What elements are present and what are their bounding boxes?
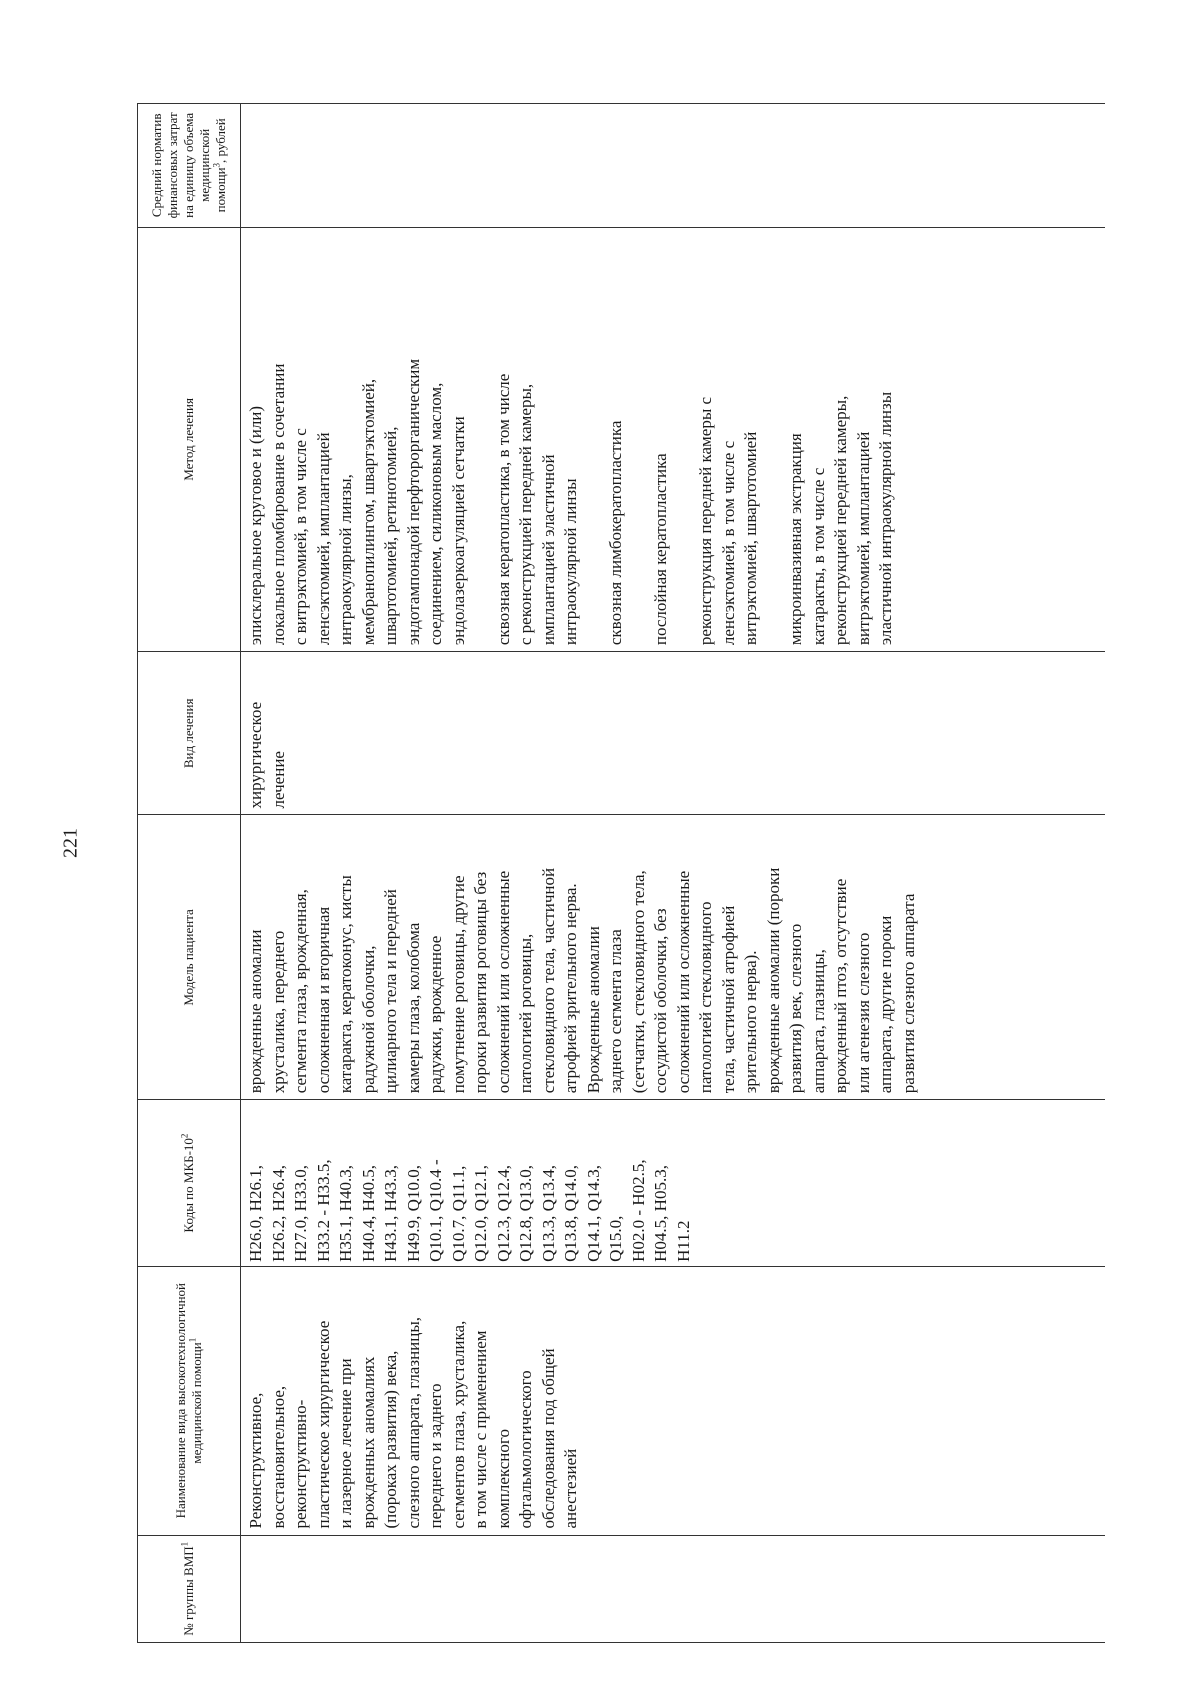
header-patient-model: Модель пациента — [138, 815, 241, 1100]
patient-model-line: катаракта, кератоконус, кисты — [336, 875, 355, 1094]
treatment-method-line: эндотампонадой перфторорганическим — [403, 358, 423, 646]
patient-model-line: сегмента глаза, врожденная, — [291, 889, 310, 1094]
cell-treatment-type — [241, 652, 1106, 815]
patient-model-line: зрительного нерва). — [741, 950, 760, 1094]
icd-code-line: H35.1, H40.3, — [336, 1165, 355, 1262]
page-number: 221 — [59, 828, 82, 858]
method-gap — [583, 234, 606, 646]
vmp-name-line: восстановительное, — [268, 1385, 288, 1529]
header-group-no: № группы ВМП$^1$ — [138, 1535, 241, 1642]
patient-model-line: камеры глаза, колобома — [403, 922, 423, 1094]
treatment-method-line: имплантацией эластичной — [538, 454, 558, 646]
header-icd-codes: Коды по МКБ-$10^2$ — [138, 1100, 241, 1267]
patient-model-line: осложнений или осложненные — [493, 870, 513, 1094]
vmp-name-line: слезного аппарата, глазницы, — [403, 1316, 423, 1529]
icd-code-line: Q13.3, Q13.4, — [538, 1165, 558, 1262]
vmp-name-line: Реконструктивное, — [246, 1392, 265, 1529]
icd-code-line: Q12.0, Q12.1, — [471, 1165, 490, 1262]
icd-code-line: H26.0, H26.1, — [246, 1165, 265, 1262]
vmp-name-line: реконструктивно- — [291, 1399, 310, 1529]
treatment-method-line: мембранопилингом, швартэктомией, — [358, 378, 378, 646]
method-gap — [673, 234, 696, 646]
treatment-method-line: эндолазеркоагуляцией сетчатки — [448, 416, 468, 646]
patient-model-line: заднего сегмента глаза — [606, 929, 625, 1094]
patient-model-line: развития слезного аппарата — [898, 893, 918, 1094]
method-gap — [763, 234, 786, 646]
icd-code-line: H11.2 — [673, 1220, 693, 1262]
vmp-name-line: (пороках развития) века, — [381, 1350, 400, 1529]
table-row — [241, 104, 1106, 1643]
icd-code-line: Q13.8, Q14.0, — [561, 1165, 580, 1262]
treatment-method-line: ленсэктомией, в том числе с — [718, 440, 738, 646]
treatment-method-line: соединением, силиконовым маслом, — [426, 382, 445, 646]
icd-code-line: H04.5, H05.3, — [651, 1165, 670, 1262]
icd-code-line: Q14.1, Q14.3, — [583, 1165, 603, 1262]
vmp-name-line: обследования под общей — [538, 1348, 558, 1529]
icd-code-line: Q10.1, Q10.4 - — [426, 1159, 445, 1262]
patient-model-line: патологией стекловидного — [696, 901, 715, 1094]
treatment-method-line: сквозная лимбокератопластика — [606, 420, 625, 646]
icd-code-line: H40.4, H40.5, — [358, 1165, 378, 1262]
patient-model-line: цилиарного тела и передней — [381, 889, 400, 1094]
cell-patient-model — [241, 815, 1106, 1100]
cell-vmp-name — [241, 1266, 1106, 1535]
patient-model-line: осложнений или осложненные — [673, 870, 693, 1094]
cell-group-no — [241, 1535, 1106, 1642]
icd-code-line: H26.2, H26.4, — [268, 1165, 288, 1262]
treatment-method-line: с реконструкцией передней камеры, — [516, 383, 535, 646]
patient-model-line: атрофией зрительного нерва. — [561, 883, 580, 1094]
patient-model-line: аппарата, другие пороки — [876, 915, 895, 1094]
header-vmp-name: Наименование вида высокотехнологичной медицинской помощи$^1$ — [138, 1266, 241, 1535]
icd-code-line: H49.9, Q10.0, — [403, 1165, 423, 1262]
treatment-method-line: швартотомией, ретинотомией, — [381, 426, 400, 646]
patient-model-line: помутнение роговицы, другие — [448, 875, 468, 1094]
treatment-method-line: интраокулярной линзы, — [336, 474, 355, 646]
vmp-name-line: врожденных аномалиях — [358, 1356, 378, 1529]
rotated-page — [10, 63, 1120, 1663]
patient-model-line: патологией роговицы, — [516, 933, 535, 1094]
method-gap — [628, 234, 651, 646]
cell-treatment-method — [241, 227, 1106, 652]
treatment-method-line: микроинвазивная экстракция — [786, 433, 805, 646]
vmp-name-line: переднего и заднего — [426, 1383, 445, 1529]
patient-model-line: Врожденные аномалии — [583, 926, 603, 1094]
patient-model-line: радужки, врожденное — [426, 935, 445, 1094]
patient-model-line: или агенезия слезного — [853, 932, 873, 1094]
cell-avg-cost — [241, 104, 1106, 228]
treatment-method-line: ленсэктомией, имплантацией — [313, 432, 333, 646]
icd-code-line: H43.1, H43.3, — [381, 1165, 400, 1262]
icd-code-line: Q15.0, — [606, 1215, 625, 1262]
treatment-method-line: витрэктомией, имплантацией — [853, 431, 873, 646]
treatment-method-line: локальное пломбирование в сочетании — [268, 363, 288, 646]
treatment-method-line: эписклеральное круговое и (или) — [246, 405, 265, 646]
treatment-type-line: лечение — [268, 751, 288, 809]
header-treatment-method: Метод лечения — [138, 227, 241, 652]
treatment-method-line: витрэктомией, швартотомией — [741, 431, 760, 646]
patient-model-line: врожденные аномалии — [246, 929, 265, 1094]
patient-model-line: врожденные аномалии (пороки — [763, 867, 783, 1094]
icd-code-line: H27.0, H33.0, — [291, 1165, 310, 1262]
icd-code-line: Q12.3, Q12.4, — [493, 1165, 513, 1262]
patient-model-line: аппарата, глазницы, — [808, 949, 828, 1094]
treatment-method-line: с витрэктомией, в том числе с — [291, 428, 310, 646]
treatment-method-line: эластичной интраокулярной линзы — [876, 391, 895, 646]
treatment-method-line: катаракты, в том числе с — [808, 467, 828, 646]
vmp-name-line: в том числе с применением — [471, 1330, 490, 1529]
patient-model-line: врожденный птоз, отсутствие — [831, 878, 850, 1094]
icd-code-line: H33.2 - H33.5, — [313, 1159, 333, 1262]
treatment-method-line: сквозная кератопластика, в том числе — [493, 373, 513, 646]
treatment-method-line: послойная кератопластика — [651, 453, 670, 646]
patient-model-line: пороки развития роговицы без — [471, 871, 490, 1094]
vmp-name-line: и лазерное лечение при — [336, 1358, 355, 1529]
patient-model-line: осложненная и вторичная — [313, 906, 333, 1094]
patient-model-line: развития) век, слезного — [786, 923, 805, 1094]
vmp-name-line: пластическое хирургическое — [313, 1320, 333, 1529]
icd-code-line: H02.0 - H02.5, — [628, 1159, 648, 1262]
patient-model-line: тела, частичной атрофией — [718, 905, 738, 1094]
icd-code-line: Q10.7, Q11.1, — [448, 1165, 468, 1262]
patient-model-line: (сетчатки, стекловидного тела, — [628, 870, 648, 1094]
vmp-name-line: комплексного — [493, 1429, 513, 1529]
patient-model-line: радужной оболочки, — [358, 945, 378, 1094]
header-avg-cost: Средний норматив финансовых затрат на единицу объема медицинской помощи$^3$, рублей — [138, 104, 241, 228]
patient-model-line: сосудистой оболочки, без — [651, 908, 670, 1094]
icd-code-line: Q12.8, Q13.0, — [516, 1165, 535, 1262]
cell-icd-codes — [241, 1100, 1106, 1267]
header-treatment-type: Вид лечения — [138, 652, 241, 815]
table-header-row — [138, 104, 241, 1643]
method-gap — [470, 234, 493, 646]
treatment-method-line: реконструкция передней камеры с — [696, 396, 715, 646]
patient-model-line: стекловидного тела, частичной — [538, 867, 558, 1094]
vmp-name-line: анестезией — [561, 1448, 580, 1529]
treatment-method-line: реконструкцией передней камеры, — [831, 395, 850, 646]
treatment-method-line: интраокулярной линзы — [561, 478, 580, 646]
treatment-type-line: хирургическое — [246, 701, 265, 809]
patient-model-line: хрусталика, переднего — [268, 930, 288, 1094]
vmp-name-line: сегментов глаза, хрусталика, — [448, 1320, 468, 1529]
vmp-table — [137, 103, 1105, 1643]
vmp-name-line: офтальмологического — [516, 1370, 535, 1529]
